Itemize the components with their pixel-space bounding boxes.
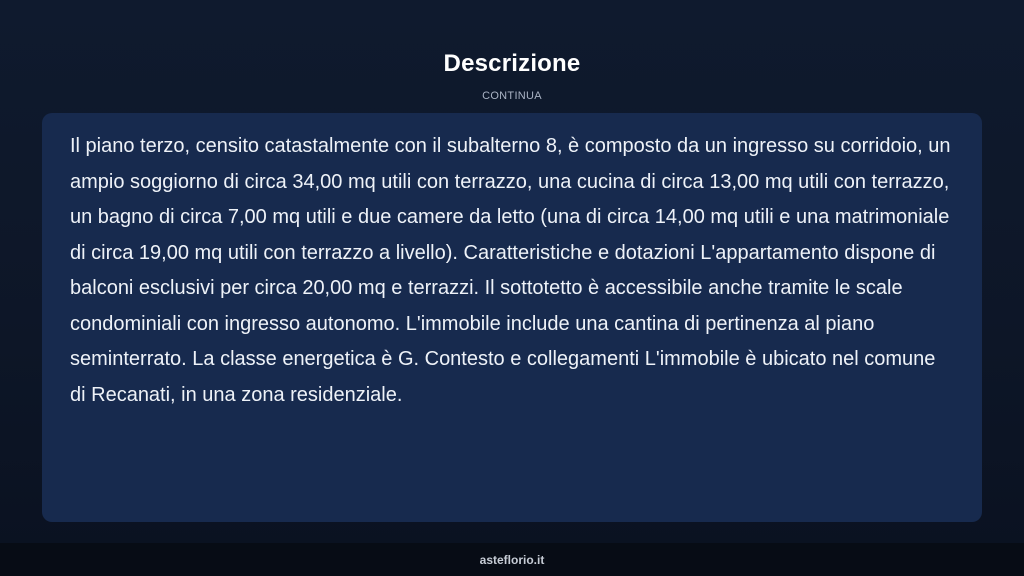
page-title: Descrizione — [443, 50, 581, 77]
footer-site-label: asteflorio.it — [479, 553, 545, 567]
description-text: Il piano terzo, censito catastalmente con il subalterno 8, è composto da un ingresso su corridoio, un ampio soggiorno di circa 34,00 mq utili con terrazzo, una cucina di circa 13,00 mq utili con terrazzo, un bagno di circa 7,00 mq utili e due camere da letto (una di circa 14,00 mq utili e una matrimoniale di circa 19,00 mq utili con terrazzo a livello). Caratteristiche e dotazioni L'appartamento dispone di balconi esclusivi per circa 20,00 mq e terrazzi. Il sottotetto è accessibile anche tramite le scale condominiali con ingresso autonomo. L'immobile include una cantina di pertinenza al piano seminterrato. La classe energetica è G. Contesto e collegamenti L'immobile è ubicato nel comune di Recanati, in una zona residenziale. — [70, 135, 951, 406]
description-card — [42, 113, 982, 522]
continue-label[interactable]: CONTINUA — [482, 90, 542, 102]
